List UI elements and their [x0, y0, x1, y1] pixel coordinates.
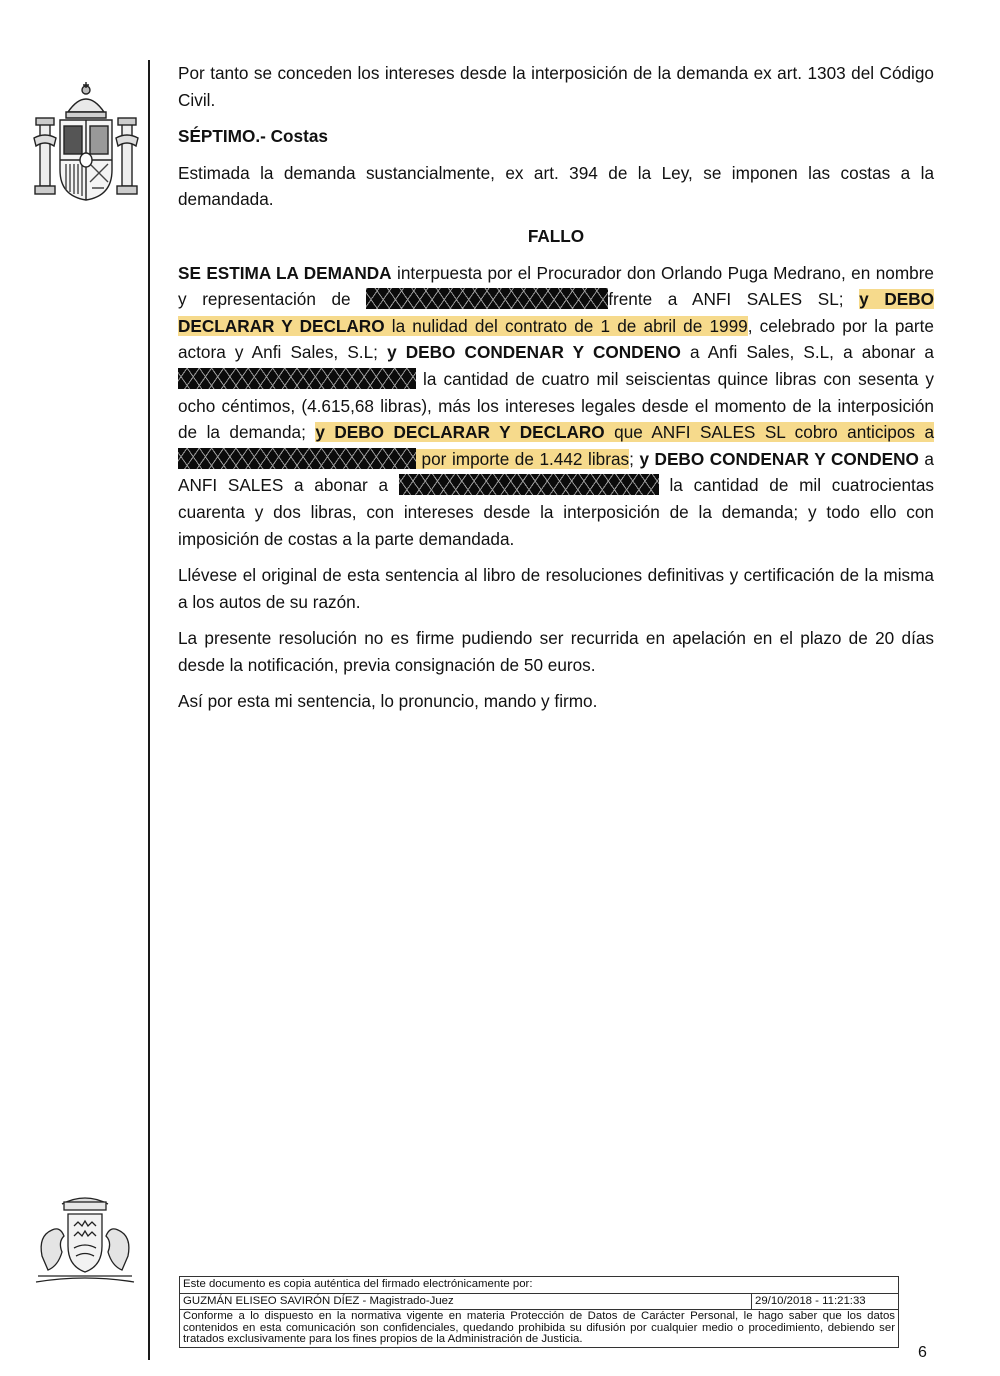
document-body [178, 60, 934, 725]
closing-paragraph: Llévese el original de esta sentencia al libro de resoluciones definitivas y certificación de la misma a los autos de su razón. [178, 565, 934, 612]
text-segment: interpuesta por el Procurador don Orlando Puga Medrano, en nombre y representación de [178, 262, 934, 310]
spain-coat-of-arms-icon [30, 78, 142, 206]
electronic-signature-box [179, 1276, 899, 1348]
highlighted-text: por importe de 1.442 libras [416, 448, 630, 469]
data-protection-notice: Conforme a lo dispuesto en la normativa vigente en materia Protección de Datos de Carácter Personal, le hago saber que los datos contenidos en esta comunicación son confidenciales, quedando prohibida su difusión por cualquier medio o procedimiento, debiendo ser tratados exclusivamente para los fines propios de la Administración de Justicia. [183, 1310, 895, 1346]
text-segment: frente a ANFI SALES SL; [608, 289, 860, 310]
highlighted-text: la nulidad del contrato de 1 de abril de 1999 [384, 315, 748, 336]
ruling-phrase: y DEBO CONDENAR Y CONDENO [639, 448, 919, 469]
text-segment: la cantidad de cuatro mil seiscientas quince libras con sesenta y ocho céntimos, (4.615,68 libras), más los intereses legales desde el momento de la interposición de la demanda; [178, 368, 934, 443]
closing-paragraph: Así por esta mi sentencia, lo pronuncio, mando y firmo. [178, 691, 598, 712]
closing-paragraph: La presente resolución no es firme pudiendo ser recurrida en apelación en el plazo de 20 días desde la notificación, previa consignación de 50 euros. [178, 628, 934, 675]
highlighted-ruling-phrase: y DEBO DECLARAR Y DECLARO [178, 289, 934, 336]
canarias-coat-of-arms-icon [28, 1196, 142, 1288]
septimo-paragraph: Estimada la demanda sustancialmente, ex art. 394 de la Ley, se imponen las costas a la demandada. [178, 162, 934, 210]
text-segment: , celebrado por la parte actora y Anfi Sales, S.L; [178, 315, 934, 363]
redaction-box [178, 448, 416, 469]
margin-rule [148, 60, 150, 1360]
ruling-phrase: SE ESTIMA LA DEMANDA [178, 262, 392, 283]
signature-header: Este documento es copia auténtica del firmado electrónicamente por: [180, 1277, 898, 1294]
signature-datetime: 29/10/2018 - 11:21:33 [755, 1294, 866, 1307]
text-segment: a ANFI SALES a abonar a [178, 448, 934, 496]
text-segment: la cantidad de mil cuatrocientas cuarenta y dos libras, con intereses desde la interposición de la demanda; y todo ello con imposición de costas a la parte demandada. [178, 475, 934, 549]
redaction-box [178, 368, 416, 389]
redaction-box [399, 474, 659, 495]
fallo-paragraph [178, 260, 934, 553]
highlighted-text: que ANFI SALES SL cobro anticipos a [604, 422, 934, 443]
text-segment: a Anfi Sales, S.L, a abonar a [680, 342, 934, 363]
ruling-phrase: y DEBO CONDENAR Y CONDENO [387, 342, 681, 363]
redaction-box [366, 288, 608, 309]
text-segment: ; [629, 448, 640, 469]
section-heading-septimo: SÉPTIMO.- Costas [178, 126, 328, 147]
page-number: 6 [918, 1344, 927, 1361]
fallo-heading: FALLO [527, 225, 585, 246]
intro-paragraph: Por tanto se conceden los intereses desde la interposición de la demanda ex art. 1303 del Código Civil. [178, 63, 934, 110]
signature-details [180, 1294, 898, 1311]
highlighted-ruling-phrase: y DEBO DECLARAR Y DECLARO [315, 422, 605, 443]
signer-name: GUZMÁN ELISEO SAVIRÓN DÍEZ - Magistrado-Juez [180, 1294, 752, 1310]
